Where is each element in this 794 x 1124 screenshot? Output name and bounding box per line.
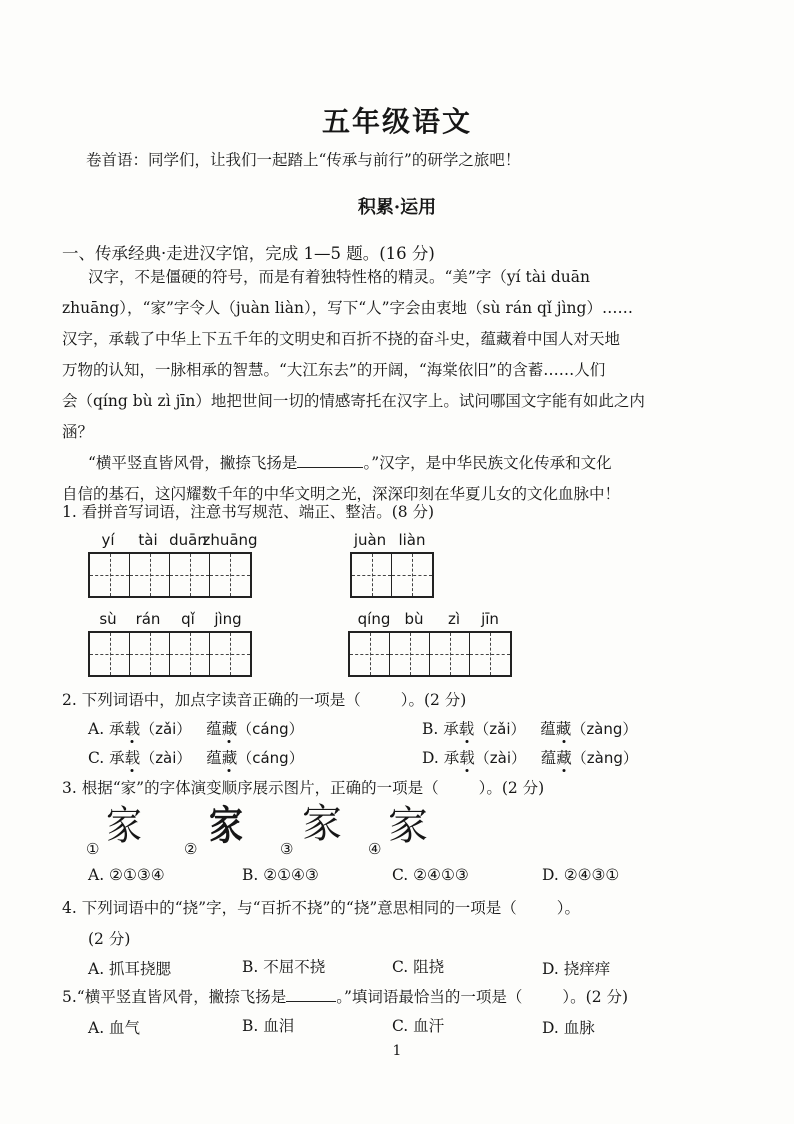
q5-stem-text: ）。(2 分)	[562, 988, 629, 1006]
q4-option-a[interactable]: A. 抓耳挠腮	[88, 960, 172, 978]
pinyin: qíng	[357, 610, 391, 628]
bronze-script-jia: 家	[209, 803, 243, 849]
image-number: ①	[86, 840, 100, 858]
option-text: 蕴	[540, 749, 557, 767]
pinyin: duān	[169, 531, 207, 549]
q5-option-d[interactable]: D. 血脉	[542, 1019, 595, 1037]
q2-option-a[interactable]	[88, 717, 304, 739]
clerical-script-jia: 家	[302, 801, 342, 846]
pinyin: rán	[135, 610, 161, 628]
q5-option-a[interactable]: A. 血气	[88, 1019, 141, 1037]
grid-cell[interactable]	[130, 554, 170, 596]
option-pinyin: （zài）	[474, 749, 526, 767]
grid-cell[interactable]	[352, 554, 392, 596]
option-pinyin: （zàng）	[571, 749, 638, 767]
passage-line: 汉字，不是僵硬的符号，而是有着独特性格的精灵。“美”字（yí tài duān	[88, 268, 590, 286]
option-text: B. 承	[422, 720, 459, 738]
pinyin: liàn	[398, 531, 426, 549]
image-number: ②	[184, 840, 198, 858]
passage-text: 。”汉字，是中华民族文化传承和文化	[363, 454, 612, 472]
q3-stem	[62, 776, 544, 798]
q1-stem: 1. 看拼音写词语，注意书写规范、端正、整洁。(8 分)	[62, 503, 435, 521]
grid-cell[interactable]	[392, 554, 432, 596]
regular-script-jia: 家	[388, 803, 428, 849]
passage	[62, 262, 645, 510]
intro-text: 卷首语：同学们，让我们一起踏上“传承与前行”的研学之旅吧！	[86, 151, 521, 169]
pinyin: zì	[447, 610, 461, 628]
grid-cell[interactable]	[390, 633, 430, 675]
pinyin: zhuāng	[202, 531, 258, 549]
q2-option-c[interactable]	[88, 746, 304, 768]
q3-option-b[interactable]: B. ②①④③	[242, 866, 319, 884]
q4-stem-text: ）。	[556, 899, 581, 917]
page-number: 1	[392, 1043, 402, 1059]
passage-line: 会（qíng bù zì jīn）地把世间一切的情感寄托在汉字上。试问哪国文字能有如此之内	[62, 392, 645, 410]
q4-score: (2 分)	[88, 930, 131, 948]
writing-grid-3[interactable]	[88, 631, 252, 677]
pinyin: sù	[99, 610, 117, 628]
pinyin: juàn	[353, 531, 387, 549]
option-text: D. 承	[422, 749, 460, 767]
q4-option-b[interactable]: B. 不屈不挠	[242, 958, 326, 976]
answer-blank[interactable]	[297, 453, 363, 468]
q4-stem-text: 4. 下列词语中的“挠”字，与“百折不挠”的“挠”意思相同的一项是（	[62, 899, 517, 917]
passage-line	[62, 448, 645, 479]
dotted-char: 藏	[222, 746, 238, 768]
q5-option-c[interactable]: C. 血汗	[392, 1017, 445, 1035]
writing-grid-1[interactable]	[88, 552, 252, 598]
q2-option-b[interactable]	[422, 717, 637, 739]
q2-stem-text: 2. 下列词语中，加点字读音正确的一项是（	[62, 691, 361, 709]
grid-cell[interactable]	[430, 633, 470, 675]
passage-text: “横平竖直皆风骨，撇捺飞扬是	[88, 454, 298, 472]
seal-script-jia: 家	[106, 803, 142, 849]
option-pinyin: （cáng）	[237, 720, 304, 738]
pinyin: bù	[404, 610, 424, 628]
grid-cell[interactable]	[170, 554, 210, 596]
pinyin: yí	[101, 531, 115, 549]
grid-cell[interactable]	[210, 554, 250, 596]
option-pinyin: （cáng）	[237, 749, 304, 767]
grid-cell[interactable]	[90, 554, 130, 596]
q4-stem	[62, 896, 580, 918]
grid-cell[interactable]	[210, 633, 250, 675]
option-pinyin: （zàng）	[571, 720, 638, 738]
option-text: 蕴	[206, 720, 222, 738]
option-text: 蕴	[206, 749, 222, 767]
q3-option-c[interactable]: C. ②④①③	[392, 866, 469, 884]
dotted-char: 藏	[556, 746, 572, 768]
grid-cell[interactable]	[350, 633, 390, 675]
writing-grid-2[interactable]	[350, 552, 434, 598]
q2-stem	[62, 688, 466, 710]
passage-line: 汉字，承载了中华上下五千年的文明史和百折不挠的奋斗史，蕴藏着中国人对天地	[62, 330, 621, 348]
passage-line: 自信的基石，这闪耀数千年的中华文明之光，深深印刻在华夏儿女的文化血脉中！	[62, 485, 621, 503]
option-text: C. 承	[88, 749, 125, 767]
q4-option-c[interactable]: C. 阻挠	[392, 958, 445, 976]
option-text: 蕴	[540, 720, 556, 738]
grid-cell[interactable]	[470, 633, 510, 675]
option-text: A. 承	[88, 720, 125, 738]
q3-option-a[interactable]: A. ②①③④	[88, 866, 165, 884]
q2-stem-text: ）。(2 分)	[400, 691, 467, 709]
passage-line: zhuāng），“家”字令人（juàn liàn），写下“人”字会由衷地（sù rán qǐ jìng）……	[62, 299, 633, 317]
grid-cell[interactable]	[130, 633, 170, 675]
section-heading: 积累·运用	[357, 197, 437, 218]
dotted-char: 藏	[556, 717, 572, 739]
q5-option-b[interactable]: B. 血泪	[242, 1017, 295, 1035]
passage-line: 涵？	[62, 423, 94, 441]
pinyin: jìng	[214, 610, 242, 628]
dotted-char: 藏	[222, 717, 238, 739]
dotted-char: 载	[459, 746, 475, 768]
dotted-char: 载	[125, 746, 141, 768]
option-pinyin: （zài）	[140, 749, 192, 767]
q3-stem-text: ）。(2 分)	[478, 779, 545, 797]
q5-stem-text: 。”填词语最恰当的一项是（	[336, 988, 523, 1006]
passage-line: 万物的认知，一脉相承的智慧。“大江东去”的开阔，“海棠依旧”的含蓄……人们	[62, 361, 606, 379]
q5-stem-text: 5.“横平竖直皆风骨，撇捺飞扬是	[62, 988, 287, 1006]
image-number: ④	[368, 840, 382, 858]
page-title: 五年级语文	[321, 105, 472, 138]
q5-stem	[62, 985, 628, 1007]
option-pinyin: （zǎi）	[474, 720, 526, 738]
answer-blank[interactable]	[286, 987, 336, 1002]
q3-option-d[interactable]: D. ②④③①	[542, 866, 620, 884]
q4-option-d[interactable]: D. 挠痒痒	[542, 960, 611, 978]
dotted-char: 载	[459, 717, 475, 739]
q2-option-d[interactable]	[422, 746, 638, 768]
grid-cell[interactable]	[90, 633, 130, 675]
q3-stem-text: 3. 根据“家”的字体演变顺序展示图片，正确的一项是（	[62, 779, 439, 797]
pinyin: jīn	[481, 610, 499, 628]
pinyin: qǐ	[181, 610, 195, 628]
part1-heading: 一、传承经典·走进汉字馆，完成 1—5 题。(16 分)	[62, 244, 435, 263]
option-pinyin: （zǎi）	[140, 720, 192, 738]
writing-grid-4[interactable]	[348, 631, 512, 677]
dotted-char: 载	[125, 717, 141, 739]
grid-cell[interactable]	[170, 633, 210, 675]
image-number: ③	[280, 840, 294, 858]
pinyin: tài	[138, 531, 158, 549]
